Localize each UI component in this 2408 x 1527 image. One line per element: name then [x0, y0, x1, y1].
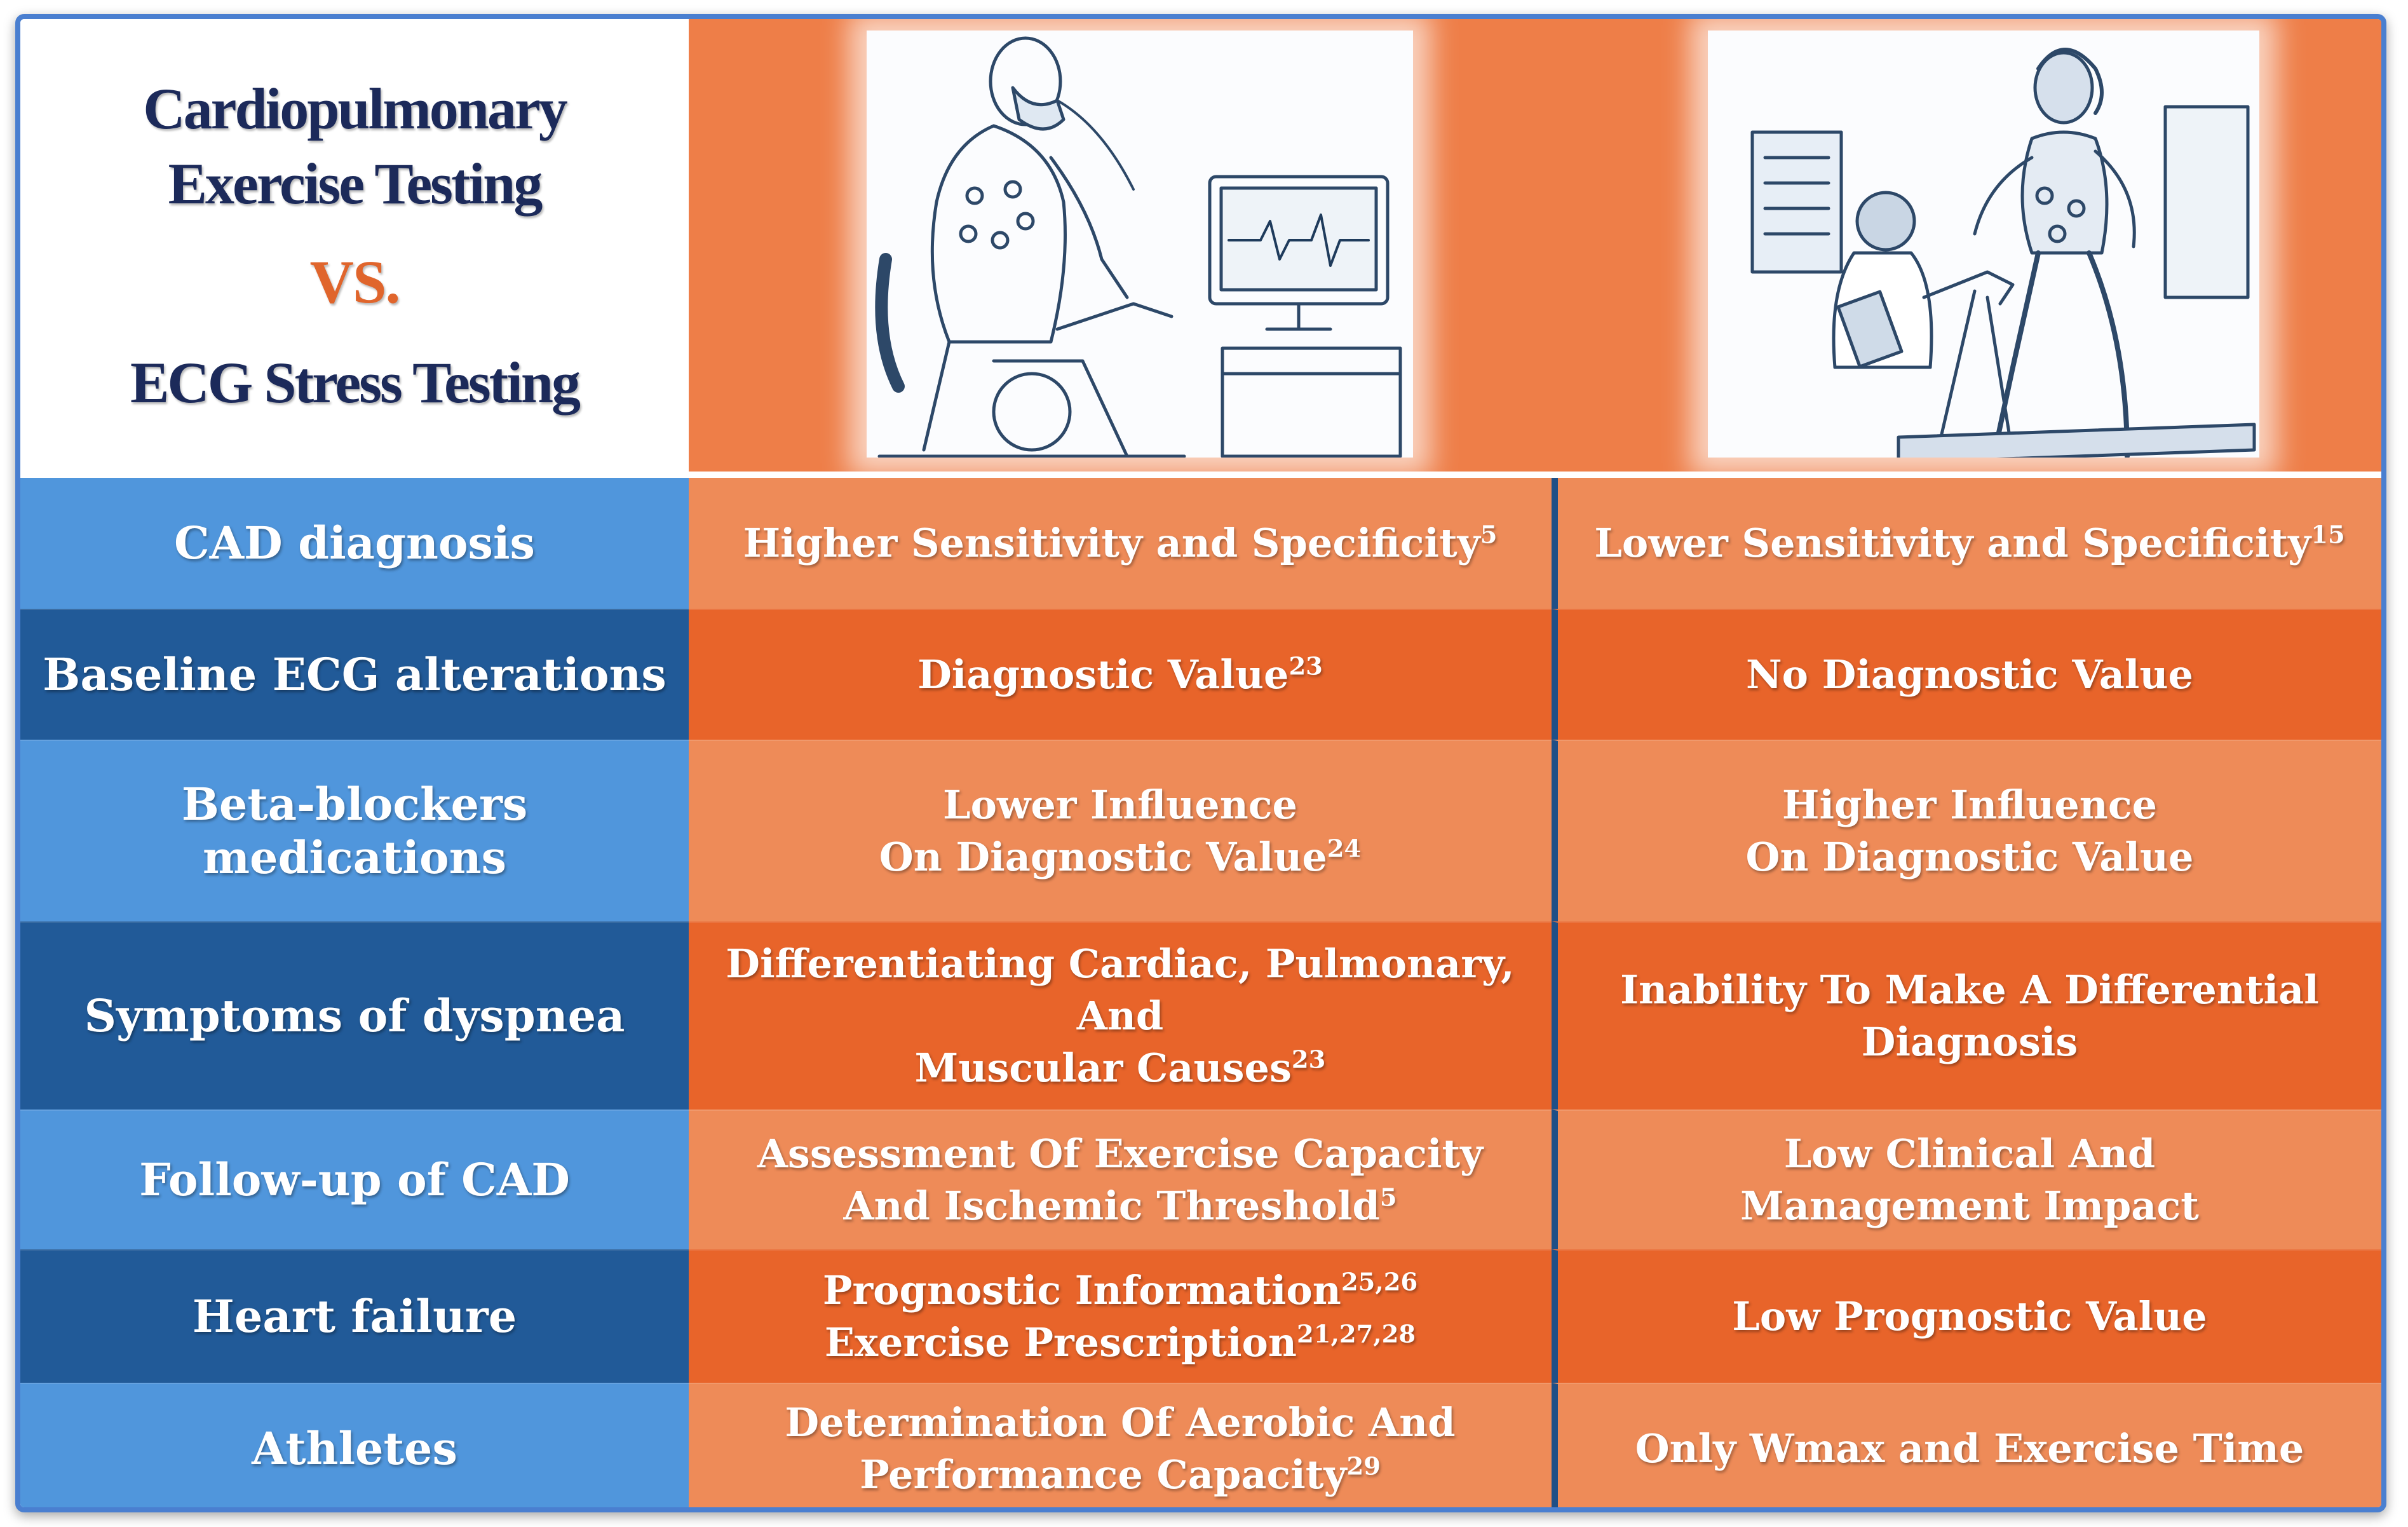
treadmill-illustration	[1708, 31, 2259, 458]
comparison-table	[15, 14, 2386, 1512]
row-baseline-ecg	[20, 609, 2381, 740]
row-label: Athletes	[20, 1383, 689, 1512]
cpet-value: Lower Influence On Diagnostic Value$^{24}$	[689, 740, 1552, 921]
row-beta-blockers	[20, 740, 2381, 921]
cpet-value: Higher Sensitivity and Specificity$^5$	[689, 478, 1552, 609]
cpet-value: Differentiating Cardiac, Pulmonary, And Muscular Causes$^{23}$	[689, 921, 1552, 1110]
header-image-strip	[689, 19, 2381, 472]
title-block	[20, 19, 689, 472]
row-label: Symptoms of dyspnea	[20, 921, 689, 1110]
comparison-rows	[20, 478, 2381, 1512]
cpet-value: Assessment Of Exercise Capacity And Ischemic Threshold$^5$	[689, 1110, 1552, 1249]
row-cad-diagnosis	[20, 478, 2381, 609]
title-line-1: Cardiopulmonary	[143, 76, 566, 141]
row-heart-failure	[20, 1249, 2381, 1383]
cycle-ergometer-illustration	[867, 31, 1413, 458]
ecg-value: Higher Influence On Diagnostic Value	[1552, 740, 2381, 921]
row-label: CAD diagnosis	[20, 478, 689, 609]
ecg-value: No Diagnostic Value	[1552, 609, 2381, 740]
row-label: Beta-blockers medications	[20, 740, 689, 921]
title-vs: VS.	[309, 247, 400, 316]
ecg-value: Lower Sensitivity and Specificity$^{15}$	[1552, 478, 2381, 609]
ecg-value: Only Wmax and Exercise Time	[1552, 1383, 2381, 1512]
row-dyspnea	[20, 921, 2381, 1110]
row-label: Heart failure	[20, 1249, 689, 1383]
ecg-value: Low Prognostic Value	[1552, 1249, 2381, 1383]
title-line-2: Exercise Testing	[168, 151, 541, 216]
title-line-3: ECG Stress Testing	[130, 350, 579, 415]
cpet-value: Determination Of Aerobic And Performance Capacity$^{29}$	[689, 1383, 1552, 1512]
ecg-value: Inability To Make A Differential Diagnosis	[1552, 921, 2381, 1110]
cpet-value: Diagnostic Value$^{23}$	[689, 609, 1552, 740]
row-athletes	[20, 1383, 2381, 1512]
row-follow-up-cad	[20, 1110, 2381, 1249]
header-separator	[20, 472, 2381, 478]
row-label: Follow-up of CAD	[20, 1110, 689, 1249]
cpet-value: Prognostic Information$^{25,26}$ Exercise Prescription$^{21,27,28}$	[689, 1249, 1552, 1383]
row-label: Baseline ECG alterations	[20, 609, 689, 740]
ecg-value: Low Clinical And Management Impact	[1552, 1110, 2381, 1249]
